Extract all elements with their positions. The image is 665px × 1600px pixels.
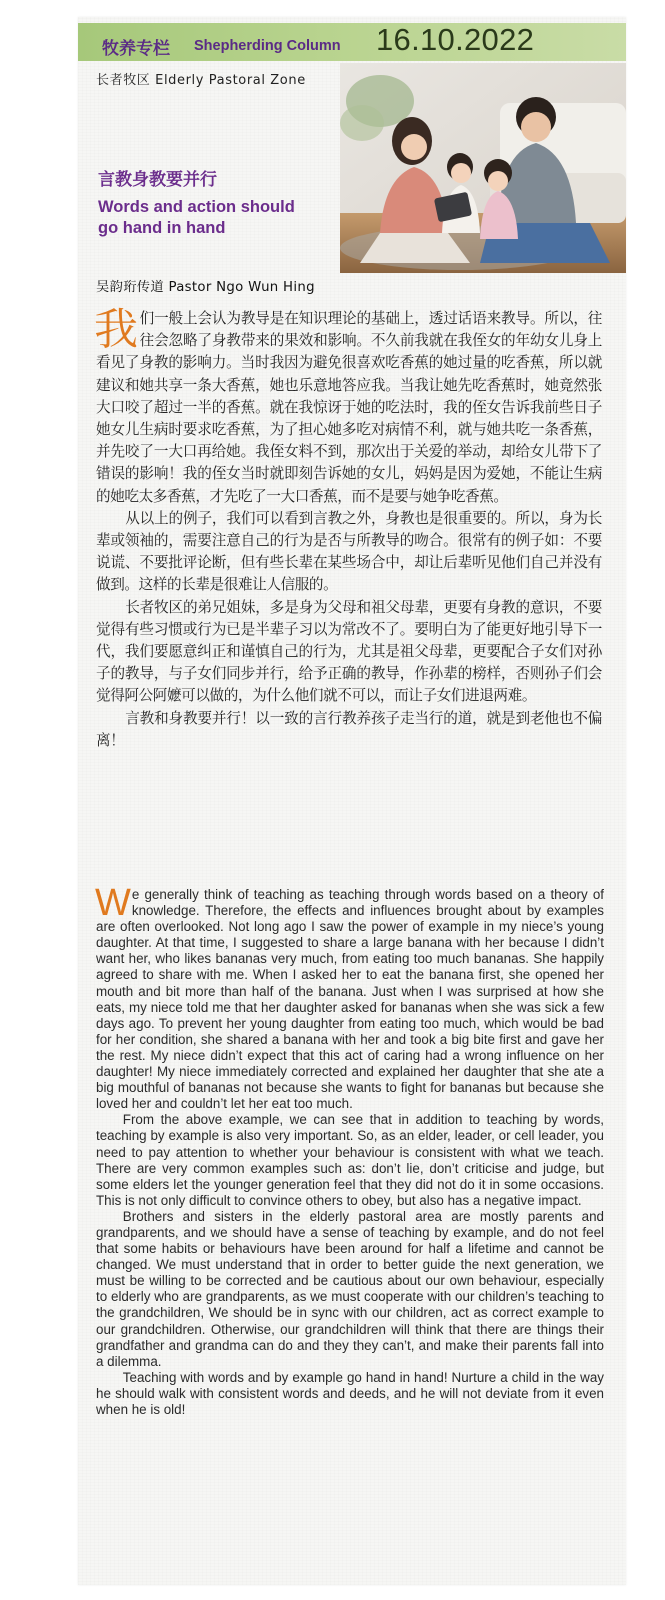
article-title-english-line-1: Words and action should: [98, 198, 295, 216]
chinese-paragraph-1-text: 们一般上会认为教导是在知识理论的基础上，透过话语来教导。所以，往往会忽略了身教带来的果效和影响。不久前我就在我侄女的年幼女儿身上看见了身教的影响力。当时我因为避免很喜欢吃香蕉的她过量的吃香蕉，所以就建议和她共享一条大香蕉，她也乐意地答应我。当我让她先吃香蕉时，她竟然张大口咬了超过一半的香蕉。就在我惊讶于她的吃法时，我的侄女告诉我前些日子她女儿生病时要求吃香蕉，为了担心她多吃对病情不利，就与她共吃一条香蕉，并先咬了一大口再给她。我侄女料不到，那次出于关爱的举动，却给女儿带下了错误的影响！我的侄女当时就即刻告诉她的女儿，妈妈是因为爱她，不能让生病的她吃太多香蕉，才先吃了一大口香蕉，而不是要与她争吃香蕉。: [96, 310, 602, 505]
article-title-english: [98, 197, 338, 239]
chinese-paragraph-3: 长者牧区的弟兄姐妹，多是身为父母和祖父母辈，更要有身教的意识，不要觉得有些习惯或行为已是半辈子习以为常改不了。要明白为了能更好地引导下一代，我们要愿意纠正和谨慎自己的行为，尤其是祖父母辈，更要配合子女们对孙子的教导，与子女们同步并行，给予正确的教导，作孙辈的榜样，否则孙子们会觉得阿公阿嬷可以做的，为什么他们就不可以，而让子女们进退两难。: [96, 598, 602, 705]
article-author: 吴韵珩传道 Pastor Ngo Wun Hing: [96, 280, 315, 295]
chinese-paragraph-2: 从以上的例子，我们可以看到言教之外，身教也是很重要的。所以，身为长辈或领袖的，需要注意自己的行为是否与所教导的吻合。很常有的例子如：不要说谎、不要批评论断，但有些长辈在某些场合中，却让后辈听见他们自己并没有做到。这样的长辈是很难让人信服的。: [96, 509, 602, 594]
family-photo: [340, 63, 626, 273]
english-paragraph-3: Brothers and sisters in the elderly pastoral area are mostly parents and grandparents, and we should have a sense of teaching by example, and do not feel that some habits or behaviours have been around for half a lifetime and cannot be changed. We must understand that in order to better guide the next generation, we must be willing to be corrected and be cautious about our own behaviour, especially to elderly who are grandparents, as we must cooperate with our children’s teaching to the grandchildren, We should be in sync with our children, act as correct example to our grandchildren. Otherwise, our grandchildren will think that there are things their grandfather and grandma can do and they they can’t, and make their parents fall into a dilemma.: [96, 1208, 604, 1369]
english-drop-cap: W: [95, 882, 131, 924]
english-paragraph-4: Teaching with words and by example go hand in hand! Nurture a child in the way he should walk with consistent words and deeds, and he will not deviate from it even when he is old!: [96, 1369, 604, 1417]
article-title-english-line-2: go hand in hand: [98, 219, 226, 237]
chinese-paragraph-4: 言教和身教要并行！以一致的言行教养孩子走当行的道，就是到老他也不偏离！: [96, 709, 602, 749]
article-title-chinese: 言教身教要并行: [98, 170, 217, 190]
column-title-chinese: 牧养专栏: [102, 39, 170, 59]
english-article-body: [95, 882, 604, 1418]
english-paragraph-2: From the above example, we can see that in addition to teaching by words, teaching by example is also very important. So, as an elder, leader, or cell leader, you need to pay attention to whether your behaviour is consistent with what we teach. There are very common examples such as: don’t lie, don’t criticise and judge, but some elders let the younger generation feel that they did not do it in some occasions. This is not only difficult to convince others to obey, but also has a negative impact.: [96, 1112, 604, 1208]
english-paragraph-1-text: e generally think of teaching as teaching through words based on a theory of knowledge. Therefore, the effects and influences brought about by examples are often overlooked. Not long ago I saw the power of example in my niece’s young daughter. At that time, I suggested to share a large banana with her because I didn’t want her, who likes bananas very much, from eating too much bananas. She happily agreed to share with me. When I asked her to eat the banana first, she opened her mouth and bit more than half of the banana. Just when I was surprised at how she eats, my niece told me that her daughter asked for bananas when she was sick a few days ago. To prevent her young daughter from eating too much, which would be bad for her condition, she shared a banana with her and took a big bite first and gave her the rest. My niece didn’t expect that this act of caring had a wrong influence on her daughter! My niece immediately corrected and explained her daughter that she ate a big mouthful of bananas not because she wants to fight for bananas but because she loved her and couldn’t let her eat too much.: [96, 887, 604, 1112]
chinese-paragraph-1: [94, 304, 602, 508]
pastoral-zone-label: 长者牧区 Elderly Pastoral Zone: [96, 73, 306, 88]
chinese-article-body: [94, 304, 602, 752]
column-title-english: Shepherding Column: [194, 38, 341, 54]
family-photo-illustration: [340, 63, 626, 273]
chinese-drop-cap: 我: [94, 304, 138, 355]
issue-date: 16.10.2022: [376, 22, 535, 57]
english-paragraph-1: [95, 882, 604, 1112]
bulletin-page: [78, 17, 626, 1585]
